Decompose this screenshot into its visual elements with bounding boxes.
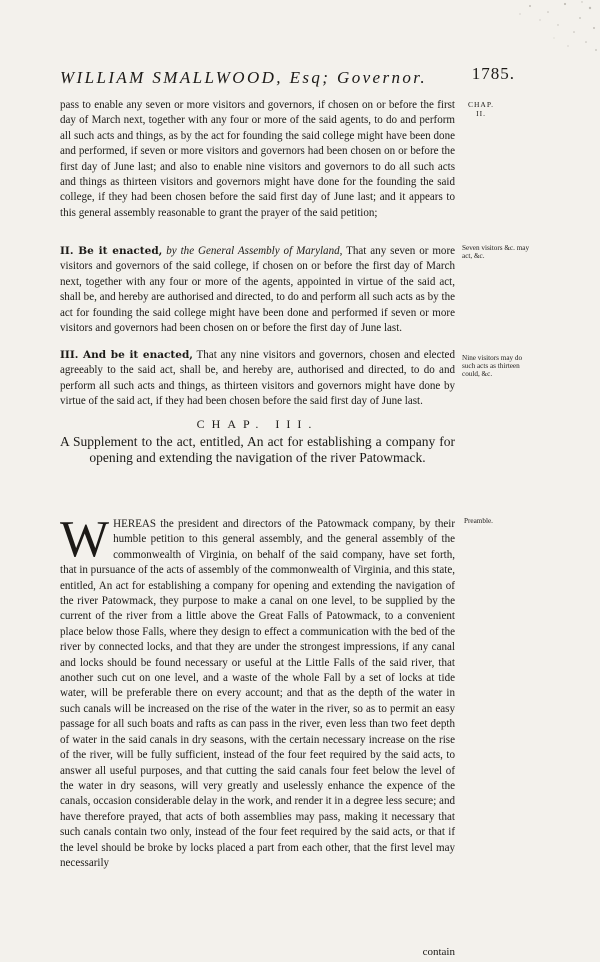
section-3 xyxy=(60,348,455,410)
paragraph-1-text: pass to enable any seven or more visitors and governors, if chosen on or before the first day of March next, together with any four or more of the said agents, to do and perform all such acts and things, as by the act for founding the said college might have been done and performed, if seven or more visitors and governors had been chosen on or before the first day of June last; and also to enable nine visitors and governors to do all such acts and things as thirteen visitors and governors might have done for the founding the said college, if they had been chosen before the said first day of June last; and it appears to this general assembly reasonable to grant the prayer of the said petition; xyxy=(60,99,455,219)
preamble-text: HEREAS the president and directors of the Patowmack company, by their humble petition to this general assembly, and the general assembly of the commonwealth of Virginia, on behalf of the said company, have set forth, that in pursuance of the acts of assembly of the commonwealth of Virginia, and this state, entitled, An act for establishing a company for opening and extending the navigation of the river Patowmack, they purpose to make a canal on one level, to be supplied by the current of the river from a little above the Great Falls of Patowmack, to a convenient place below those Falls, where they design to effect a communication with the bed of the river by connected locks, and that they are under the strongest impressions, if any canal and locks should be found necessary or useful at the Little Falls of the said river, that another such cut on one level, and a waste of the whole Fall by a set of locks at tide water, will be preferable there on every account; and that as the depth of the water in such canals will be increased on the rise of the water in the river, so as to permit an easy passage for all such boats and rafts as can pass in the river, even less than two feet depth of water in the said canals in dry seasons, with the certain necessary increase on the rise of the river, will be fully sufficient, instead of the four feet required by the said acts, to answer all useful purposes, and that cutting the said canals four feet below the level of the water in dry seasons, will very greatly and uselessly enhance the expence of the canals, occasion considerable delay in the work, and render it in a degree less secure; and have therefore prayed, that acts of both assemblies may pass, making it necessary that such canals contain two only, instead of the four feet required by the said acts, or that if the level should be broke by locks placed a part from each other, that the first level may necessarily xyxy=(60,518,455,869)
margin-note-section-2: Seven visitors &c. may act, &c. xyxy=(462,244,530,260)
margin-note-section-3: Nine visitors may do such acts as thirteen could, &c. xyxy=(462,354,523,378)
section-2-opening: II. Be it enacted, xyxy=(60,245,163,257)
margin-chap-number: II. xyxy=(476,109,486,118)
section-3-opening: III. And be it enacted, xyxy=(60,349,193,361)
section-2 xyxy=(60,244,455,336)
act-title: A Supplement to the act, entitled, An act for establishing a company for opening and extending the navigation of the river Patowmack. xyxy=(60,434,455,465)
margin-chap-word: CHAP. xyxy=(468,100,495,109)
section-2-text: That any seven or more visitors and governors of the said college, if chosen on or before the first day of March next, together with any four or more of the agents, appointed in virtue of the said act, shall be, and hereby are authorised and directed, to do and perform all such acts as by the act for founding the said college might have been done and performed if seven or more visitors and governors had been chosen on or before the first day of June last. xyxy=(60,245,456,335)
section-3-text: That any nine visitors and governors, chosen and elected agreeably to the said act, shall be, and hereby are, authorised and directed, to do and perform all such acts and things, as thirteen visitors and governors might have done by virtue of the said act, if they had been chosen before the said first day of June last. xyxy=(60,349,455,408)
running-title: WILLIAM SMALLWOOD, Esq; Governor. xyxy=(60,68,428,87)
drop-cap: W xyxy=(60,511,110,568)
section-2-authority: by the General Assembly of Maryland, xyxy=(166,245,343,257)
paper-speckle-decoration xyxy=(470,0,600,60)
header-year: 1785. xyxy=(471,64,515,83)
margin-chapter-label xyxy=(468,100,494,118)
chapter-heading: CHAP. III. xyxy=(196,417,319,431)
catchword: contain xyxy=(422,946,455,958)
preamble-paragraph xyxy=(60,511,455,871)
running-header xyxy=(60,64,515,94)
paragraph-continued xyxy=(60,98,455,221)
margin-note-preamble: Preamble. xyxy=(464,517,493,525)
